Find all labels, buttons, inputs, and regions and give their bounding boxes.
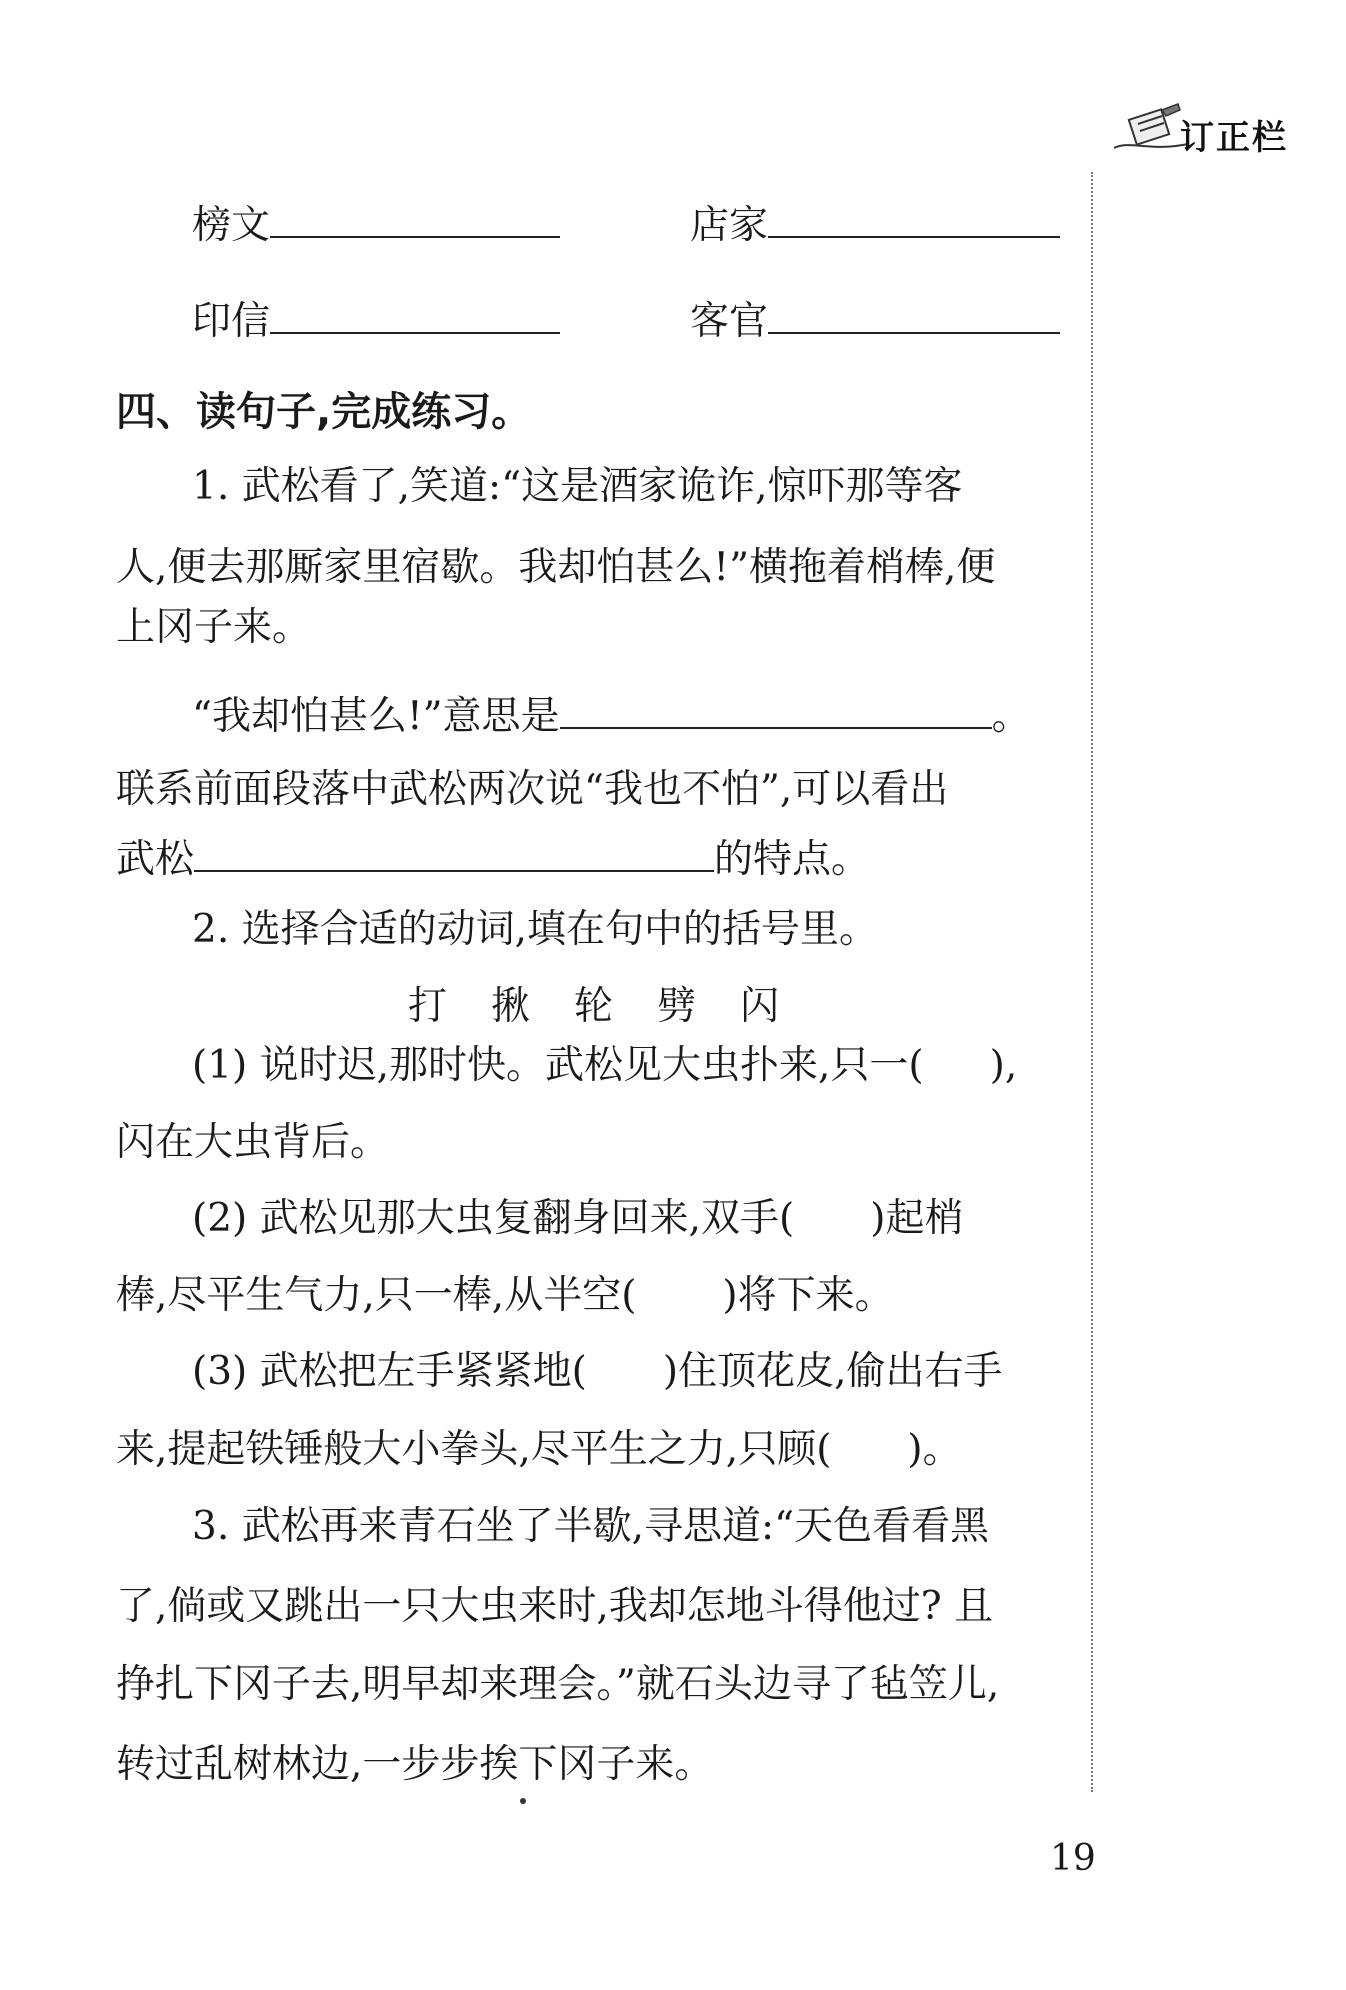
sentence-text: (1) 说时迟,那时快。武松见大虫扑来,只一( [192,1043,924,1088]
sentence-line [192,1043,1018,1088]
question-text: 的特点。 [714,837,871,882]
passage-line: 3. 武松再来青石坐了半歇,寻思道:“天色看看黑 [192,1504,990,1549]
word-item [690,290,1060,346]
sentence-text: (2) 武松见那大虫复翻身回来,双手( [192,1196,795,1241]
answer-blank[interactable] [768,331,1060,334]
sentence-text: 棒,尽平生气力,只一棒,从半空( [116,1273,637,1318]
sentence-line [116,1427,962,1472]
question-text: 武松 [116,837,195,882]
word-label: 印信 [192,299,271,344]
page-number: 19 [1050,1838,1096,1879]
passage-line: 人,便去那厮家里宿歇。我却怕甚么!”横拖着梢棒,便 [116,545,996,590]
verb-choice: 劈 [657,984,697,1029]
passage-line: 上冈子来。 [116,605,312,650]
emphasis-dot [520,1798,526,1804]
word-item [192,290,560,346]
answer-blank[interactable] [194,869,714,872]
pencil-paper-icon [1110,100,1190,160]
passage-line: 了,倘或又跳出一只大虫来时,我却怎地斗得他过? 且 [116,1584,994,1629]
verb-choice: 闪 [740,984,780,1029]
word-label: 客官 [690,299,769,344]
sentence-text: )将下来。 [722,1273,894,1318]
word-label: 榜文 [192,203,271,248]
section-heading: 四、读句子,完成练习。 [116,389,532,435]
sentence-text: )。 [907,1427,962,1472]
word-item [192,194,560,250]
answer-blank[interactable] [560,726,992,729]
passage-line: 转过乱树林边,一步步挨下冈子来。 [116,1742,714,1787]
question-line [116,837,871,882]
passage-line: 1. 武松看了,笑道:“这是酒家诡诈,惊吓那等客 [192,464,963,509]
question-line [192,694,1031,739]
sentence-text: 来,提起铁锤般大小拳头,尽平生之力,只顾( [116,1427,832,1472]
sentence-text: (3) 武松把左手紧紧地( [192,1349,587,1394]
sentence-text: )住顶花皮,偷出右手 [662,1349,1003,1394]
answer-blank[interactable] [270,331,560,334]
answer-blank[interactable] [270,235,560,238]
correction-title: 订正栏 [1180,118,1288,158]
passage-line: 挣扎下冈子去,明早却来理会。”就石头边寻了毡笠儿, [116,1662,1000,1707]
question-line: 联系前面段落中武松两次说“我也不怕”,可以看出 [116,767,949,812]
verb-choice: 揪 [491,984,531,1029]
verb-choice: 打 [408,984,448,1029]
word-label: 店家 [690,203,769,248]
question-instruction: 2. 选择合适的动词,填在句中的括号里。 [192,907,879,952]
word-item [690,194,1060,250]
question-text: 。 [991,694,1031,739]
sentence-text: )起梢 [870,1196,964,1241]
verb-choices [408,975,823,1031]
sentence-line: 闪在大虫背后。 [116,1120,390,1165]
answer-blank[interactable] [768,235,1060,238]
sentence-line [116,1273,894,1318]
verb-choice: 轮 [574,984,614,1029]
correction-divider [1091,172,1093,1792]
sentence-text: ), [989,1043,1018,1088]
correction-column-header [1110,100,1310,170]
sentence-line [192,1349,1003,1394]
question-text: “我却怕甚么!”意思是 [192,694,560,739]
sentence-line [192,1196,964,1241]
